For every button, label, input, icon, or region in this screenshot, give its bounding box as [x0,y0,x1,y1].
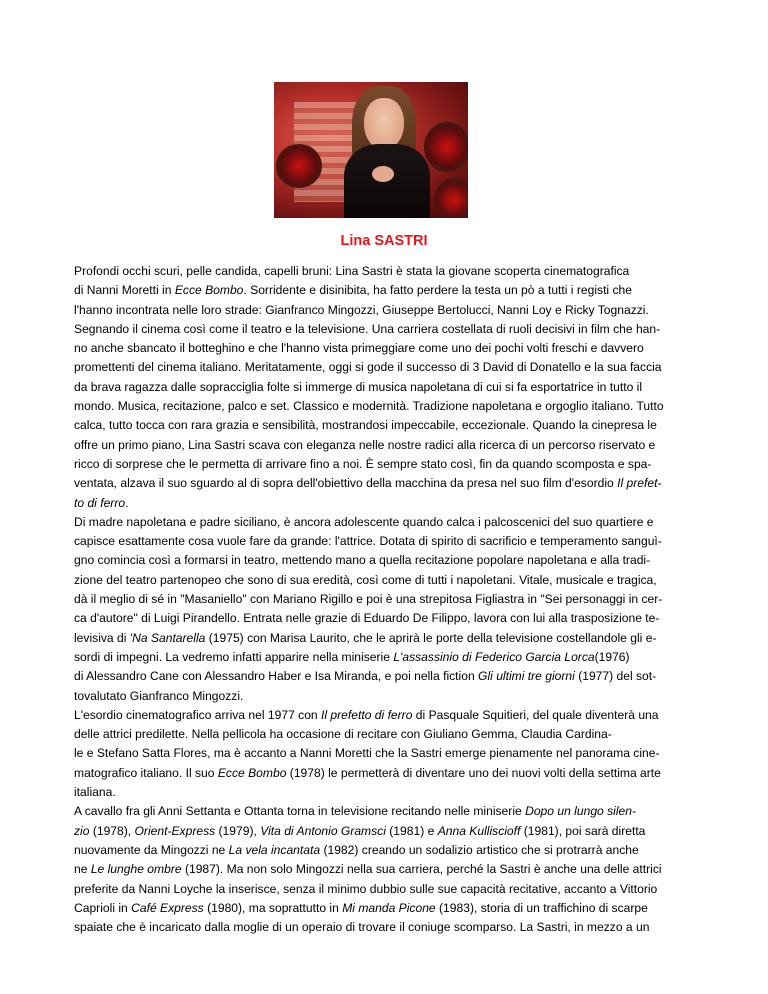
italic-title: 'Na Santarella [129,630,206,645]
text-run: (1978), [89,823,135,838]
italic-title: Gli ultimi tre giorni [478,669,575,684]
italic-title: Dopo un lungo silen- [525,804,637,819]
italic-title: La vela incantata [228,842,321,857]
italic-title: Il prefetto di ferro [321,707,413,722]
italic-title: Vita di Antonio Gramsci [260,823,386,838]
text-line [74,590,704,609]
italic-title: Anna Kulliscioff [437,823,521,838]
text-run: Segnando il cinema così come il teatro e la televisione. Una carriera costellata di ruoli decisivi in film che han- [74,321,661,336]
text-line [74,532,704,551]
text-run: levisiva di [74,630,130,645]
text-line [74,378,704,397]
italic-title: to di ferro [74,495,126,510]
text-line [74,667,704,686]
text-run: (1975) con Marisa Laurito, che le aprirà le porte della televisione costellandole gli e- [205,630,657,645]
text-run: calca, tutto tocca con rara grazia e sensibilità, mostrandosi impeccabile, eccezionale. Quando la cinepresa le [74,418,657,433]
text-run: Profondi occhi scuri, pelle candida, capelli bruni: Lina Sastri è stata la giovane scoperta cinematografica [74,264,630,278]
text-run: (1981) e [385,823,438,838]
text-run: sordi di impegni. La vedremo infatti apparire nella miniserie [74,649,394,664]
text-run: delle attrici predilette. Nella pellicola ha occasione di recitare con Giuliano Gemma, Claudia Cardina- [74,727,612,742]
text-run: (1979), [215,823,261,838]
text-line [74,494,704,513]
text-run: di Pasquale Squitieri, del quale diventerà una [412,707,659,722]
text-line [74,648,704,667]
photo-hand [372,166,394,182]
text-run: dà il meglio di sé in "Masaniello" con Mariano Rigillo e poi è una strepitosa Figliastra in "Sei personaggi in cer- [74,592,663,607]
photo-poinsettia [424,122,468,172]
text-line [74,358,704,377]
text-line [74,860,704,879]
text-line [74,629,704,648]
text-run: ricco di sorprese che le permetta di arrivare fino a noi. È sempre stato così, fin da quando scomposta e spa- [74,456,652,471]
text-run: le e Stefano Satta Flores, ma è accanto a Nanni Moretti che la Sastri emerge pienamente nel panorama cine- [74,746,660,761]
text-run: da brava ragazza dalle sopracciglia folte si immerge di musica napoletana di cui si fa esportatrice in tutto il [74,379,643,394]
text-line [74,706,704,725]
text-run: ne [74,862,91,877]
text-run: no anche sbancato il botteghino e che l'hanno vista primeggiare come uno dei pochi volti freschi e davvero [74,341,644,356]
text-line [74,609,704,628]
text-line [74,339,704,358]
text-line [74,474,704,493]
text-line [74,880,704,899]
text-run: matografico italiano. Il suo [74,765,218,780]
text-run: . Sorridente e disinibita, ha fatto perdere la testa un pò a tutti i registi che [243,283,632,298]
text-run: tovalutato Gianfranco Mingozzi. [74,688,244,703]
text-line [74,301,704,320]
italic-title: L'assassinio di Federico Garcia Lorca [393,649,595,664]
text-run: (1978) le permetterà di diventare uno dei nuovi volti della settima arte [286,765,661,780]
text-line [74,571,704,590]
photo-poinsettia [276,144,322,188]
text-run: L'esordio cinematografico arriva nel 1977 con [74,707,322,722]
text-run: spaiate che è incaricato dalla moglie di un operaio di trovare il coniuge scomparso. La Sastri, in mezzo a un [74,920,650,935]
italic-title: Ecce Bombo [217,765,287,780]
text-line [74,918,704,937]
text-line [74,320,704,339]
text-line [74,551,704,570]
text-run: (1981), poi sarà diretta [520,823,646,838]
text-run: ca d'autore" di Luigi Pirandello. Entrata nelle grazie di Eduardo De Filippo, lavora con lui alla trasposizione te- [74,611,660,626]
text-line [74,416,704,435]
text-line [74,783,704,802]
portrait-photo [274,82,468,218]
text-run: offre un primo piano, Lina Sastri scava con eleganza nelle nostre radici alla ricerca di un percorso riservato e [74,437,656,452]
text-line [74,397,704,416]
italic-title: Le lunghe ombre [90,862,182,877]
text-run: ventata, alzava il suo sguardo al di sopra dell'obiettivo della macchina da presa nel suo film d'esordio [74,476,618,491]
text-line [74,744,704,763]
text-run: preferite da Nanni Loyche la inserisce, senza il minimo dubbio sulle sue capacità recitative, accanto a Vittorio [74,881,658,896]
text-run: capisce esattamente cosa vuole fare da grande: l'attrice. Dotata di spirito di sacrificio e temperamento sanguì- [74,534,662,549]
text-run: (1976) [594,649,630,664]
text-run: (1977) del sot- [574,669,657,684]
photo-face [364,98,404,150]
text-run: italiana. [74,785,116,800]
text-line [74,841,704,860]
text-line [74,281,704,300]
text-line [74,822,704,841]
text-run: A cavallo fra gli Anni Settanta e Ottanta torna in televisione recitando nelle miniserie [74,804,526,819]
text-run: (1983), storia di un traffichino di scarpe [435,900,648,915]
page-title: Lina SASTRI [340,233,428,249]
article-body [74,262,704,937]
text-run: Di madre napoletana e padre siciliano, è ancora adolescente quando calca i palcoscenici del suo quartiere e [74,514,654,529]
text-run: . [125,495,129,510]
text-run: gno comincia così a formarsi in teatro, mettendo mano a quella recitazione popolare napoletana e alla tradi- [74,553,651,568]
text-run: di Nanni Moretti in [74,283,175,298]
text-line [74,725,704,744]
text-run: (1982) creando un sodalizio artistico che si protrarrà anche [320,842,639,857]
text-run: l'hanno incontrata nelle loro strade: Gianfranco Mingozzi, Giuseppe Bertolucci, Nanni Loy e Ricky Tognazzi. [74,302,649,317]
italic-title: Café Express [131,900,204,915]
text-run: (1987). Ma non solo Mingozzi nella sua carriera, perché la Sastri è anche una delle attrici [181,862,662,877]
text-line [74,899,704,918]
text-line [74,802,704,821]
text-run: (1980), ma soprattutto in [203,900,343,915]
italic-title: Il prefet- [617,476,662,491]
text-line [74,262,704,281]
text-run: promettenti del cinema italiano. Meritatamente, oggi si gode il successo di 3 David di Donatello e la sua faccia [74,360,662,375]
italic-title: zio [74,823,90,838]
italic-title: Ecce Bombo [174,283,244,298]
photo-poinsettia [434,178,468,218]
text-line [74,687,704,706]
text-run: zione del teatro partenopeo che sono di sua eredità, così come di tutti i napoletani. Vitale, musicale e tragica, [74,572,657,587]
text-line [74,436,704,455]
italic-title: Orient-Express [134,823,216,838]
italic-title: Mi manda Picone [342,900,436,915]
text-line [74,513,704,532]
text-run: mondo. Musica, recitazione, palco e set. Classico e modernità. Tradizione napoletana e orgoglio italiano. Tutto [74,399,664,414]
text-line [74,455,704,474]
text-line [74,764,704,783]
text-run: di Alessandro Cane con Alessandro Haber e Isa Miranda, e poi nella fiction [74,669,479,684]
text-run: Caprioli in [74,900,132,915]
text-run: nuovamente da Mingozzi ne [74,842,229,857]
